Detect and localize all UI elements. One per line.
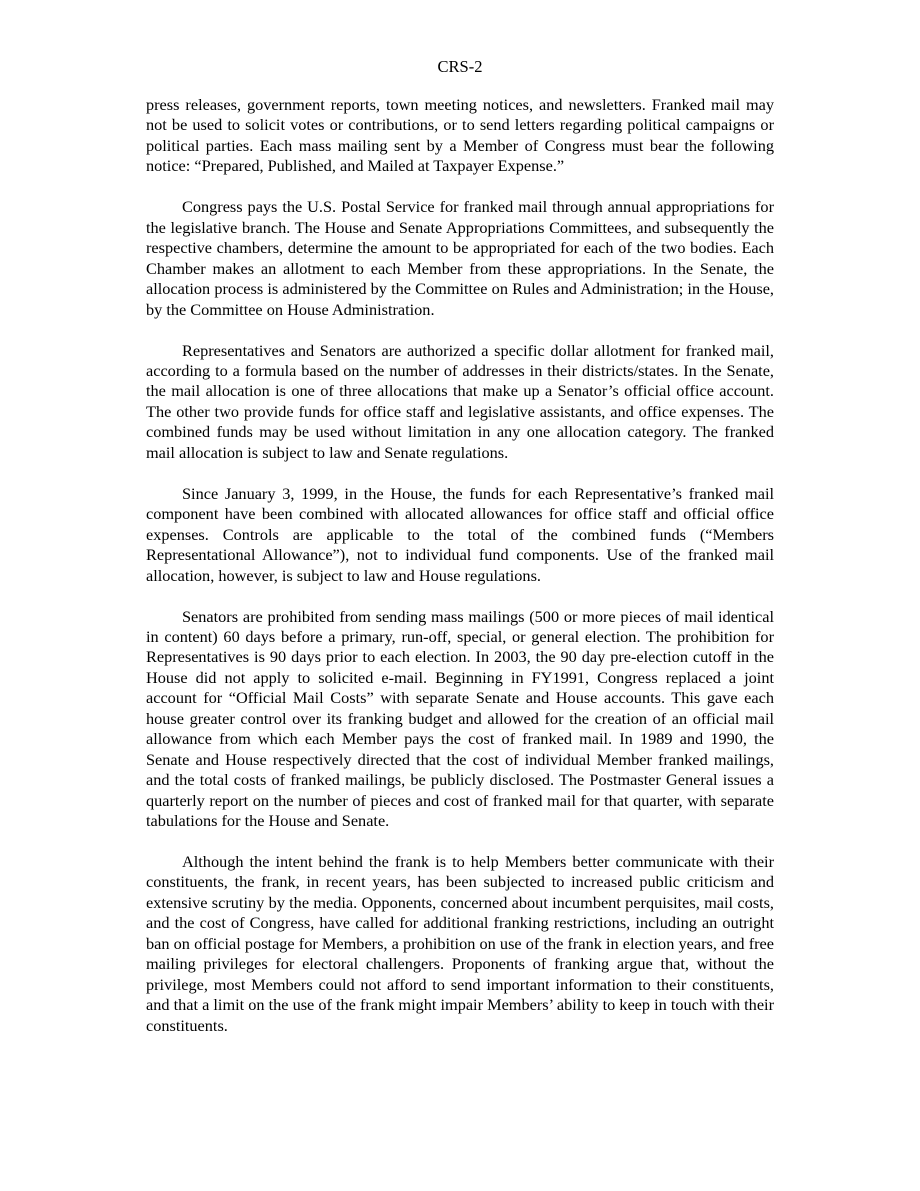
paragraph-house-funds: Since January 3, 1999, in the House, the funds for each Representative’s franked mail component have been combined with allocated allowances for office staff and official office expenses. Controls are applicable to the total of the combined funds (“Members Representational Allowance”), not to individual fund components. Use of the franked mail allocation, however, is subject to law and House regulations. [146,483,774,585]
paragraph-franked-mail-uses: press releases, government reports, town meeting notices, and newsletters. Franked mail may not be used to solicit votes or contributions, or to send letters regarding political campaigns or political parties. Each mass mailing sent by a Member of Congress must bear the following notice: “Prepared, Published, and Mailed at Taxpayer Expense.” [146,95,774,176]
body-text [146,95,774,1057]
paragraph-appropriations: Congress pays the U.S. Postal Service for franked mail through annual appropriations for the legislative branch. The House and Senate Appropriations Committees, and subsequently the respective chambers, determine the amount to be appropriated for each of the two bodies. Each Chamber makes an allotment to each Member from these appropriations. In the Senate, the allocation process is administered by the Committee on Rules and Administration; in the House, by the Committee on House Administration. [146,197,774,319]
paragraph-criticism: Although the intent behind the frank is to help Members better communicate with their constituents, the frank, in recent years, has been subjected to increased public criticism and extensive scrutiny by the media. Opponents, concerned about incumbent perquisites, mail costs, and the cost of Congress, have called for additional franking restrictions, including an outright ban on official postage for Members, a prohibition on use of the frank in election years, and free mailing privileges for electoral challengers. Proponents of franking argue that, without the privilege, most Members could not afford to send important information to their constituents, and that a limit on the use of the frank might impair Members’ ability to keep in touch with their constituents. [146,852,774,1035]
paragraph-allotments: Representatives and Senators are authorized a specific dollar allotment for franked mail, according to a formula based on the number of addresses in their districts/states. In the Senate, the mail allocation is one of three allocations that make up a Senator’s official office account. The other two provide funds for office staff and legislative assistants, and office expenses. The combined funds may be used without limitation in any one allocation category. The franked mail allocation is subject to law and Senate regulations. [146,340,774,462]
paragraph-mass-mailing-restrictions: Senators are prohibited from sending mass mailings (500 or more pieces of mail identical in content) 60 days before a primary, run-off, special, or general election. The prohibition for Representatives is 90 days prior to each election. In 2003, the 90 day pre-election cutoff in the House did not apply to solicited e-mail. Beginning in FY1991, Congress replaced a joint account for “Official Mail Costs” with separate Senate and House accounts. This gave each house greater control over its franking budget and allowed for the creation of an official mail allowance from which each Member pays the cost of franked mail. In 1989 and 1990, the Senate and House respectively directed that the cost of individual Member franked mailings, and the total costs of franked mailings, be publicly disclosed. The Postmaster General issues a quarterly report on the number of pieces and cost of franked mail for that quarter, with separate tabulations for the House and Senate. [146,606,774,831]
page-number-header: CRS-2 [437,57,483,76]
